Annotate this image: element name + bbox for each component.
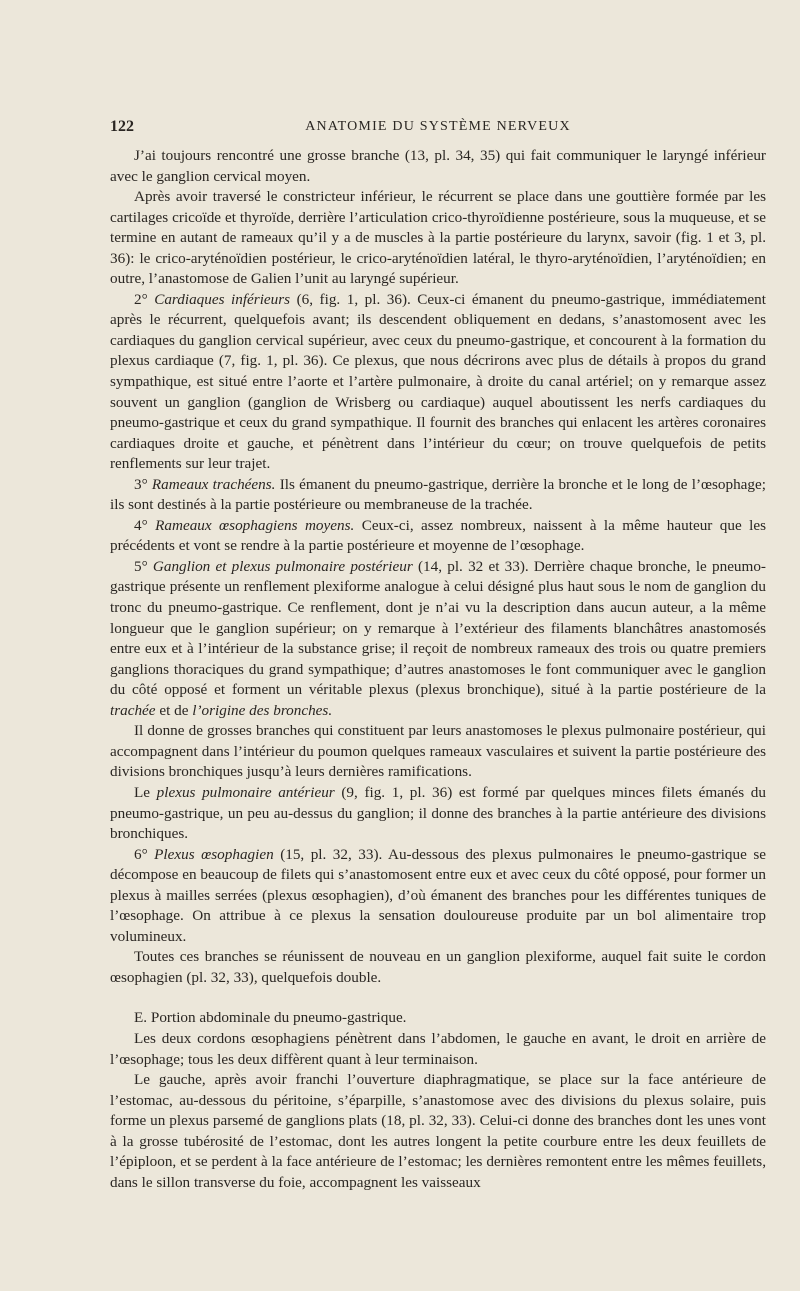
text-run: Ceux-ci, assez nombreux, naissent à la même hauteur que les précédents et vont se rendre à la partie postérieure et moyenne de l’œsophage. (110, 516, 767, 555)
text-run: Ils émanent du pneumo-gastrique, derrière la bronche et le long de l’œsophage; ils sont destinés à la partie postérieure ou membraneuse de la trachée. (110, 475, 766, 514)
text-run: (14, pl. 32 et 33). Derrière chaque bronche, le pneumo-gastrique présente un renflement plexiforme analogue à celui désigné plus haut sous le nom de ganglion du tronc du pneumo-gastrique. Ce renflement, dont je n’ai vu la description dans aucun auteur, a la même longueur que le ganglion supérieur; on y remarque à l’extérieur des filaments blanchâtres anastomosés entre eux et à l’intérieur de la substance grise; il reçoit de nombreux rameaux des trois ou quatre premiers ganglions thoraciques du grand sympathique; d’autres anastomoses le font communiquer avec le ganglion du côté opposé et forment un véritable plexus (plexus bronchique), situé à la partie postérieure de la (110, 557, 766, 699)
text-run: Il donne de grosses branches qui constituent par leurs anastomoses le plexus pulmonaire postérieur, qui accompagnent dans l’intérieur du poumon quelques rameaux vasculaires et suivent la partie postérieure des divisions bronchiques jusqu’à leurs dernières ramifications. (110, 722, 766, 781)
paragraph (110, 146, 766, 187)
text-run: E. Portion abdominale du pneumo-gastrique. (134, 1009, 407, 1027)
paragraph (110, 1070, 766, 1193)
text-run: Toutes ces branches se réunissent de nouveau en un ganglion plexiforme, auquel fait suite le cordon œsophagien (pl. 32, 33), quelquefois double. (110, 948, 766, 986)
body-text (110, 146, 766, 1193)
text-run: 6° (134, 845, 155, 863)
text-run: 5° (134, 557, 153, 575)
text-run: (9, fig. 1, pl. 36) est formé par quelques minces filets émanés du pneumo-gastrique, un peu au-dessus du ganglion; il donne des branches à la partie antérieure des divisions bronchiques. (110, 783, 766, 843)
text-run: Après avoir traversé le constricteur inférieur, le récurrent se place dans une gouttière formée par les cartilages cricoïde et thyroïde, derrière l’articulation crico-thyroïdienne postérieure, sous la muqueuse, et se termine en autant de rameaux qu’il y a de muscles à la partie postérieure du larynx, savoir (fig. 1 et 3, pl. 36): le crico-aryténoïdien postérieur, le crico-aryténoïdien latéral, le thyro-aryténoïdien, l’aryténoïdien; en outre, l’anastomose de Galien l’unit au laryngé supérieur. (110, 188, 766, 288)
paragraph (110, 947, 766, 988)
text-run: 3° (134, 475, 152, 493)
paragraph (110, 290, 766, 475)
paragraph (110, 845, 766, 948)
italic-text: trachée (110, 701, 156, 719)
text-run: (6, fig. 1, pl. 36). Ceux-ci émanent du pneumo-gastrique, immédiatement après le récurrent, quelquefois avant; ils descendent obliquement en dedans, s’anastomosent avec les cardiaques du ganglion cervical supérieur, avec ceux du pneumo-gastrique, et concourent à la formation du plexus cardiaque (7, fig. 1, pl. 36). Ce plexus, que nous décrirons avec plus de détails à propos du grand sympathique, est situé entre l’aorte et l’artère pulmonaire, à droite du canal artériel; on y remarque assez souvent un ganglion (ganglion de Wrisberg ou cardiaque) auquel aboutissent les nerfs cardiaques du pneumo-gastrique et ceux du grand sympathique. Il fournit des branches qui enlacent les artères coronaires cardiaques droite et gauche, et pénètrent dans l’intérieur du cœur; on trouve quelquefois de petits renflements sur leur trajet. (110, 290, 766, 473)
page-header (110, 118, 766, 140)
text-run: Les deux cordons œsophagiens pénètrent dans l’abdomen, le gauche en avant, le droit en arrière de l’œsophage; tous les deux diffèrent quant à leur terminaison. (110, 1029, 766, 1068)
paragraph (110, 721, 766, 783)
text-run: Le (134, 783, 157, 801)
paragraph (110, 187, 766, 290)
text-run: (15, pl. 32, 33). Au-dessous des plexus pulmonaires le pneumo-gastrique se décompose en beaucoup de filets qui s’anastomosent entre eux et avec ceux du côté opposé, pour former un plexus à mailles serrées (plexus œsophagien), d’où émanent des branches pour les différentes tuniques de l’œsophage. On attribue à ce plexus la sensation douloureuse produite par un bol alimentaire trop volumineux. (110, 845, 767, 945)
italic-text: Cardiaques inférieurs (154, 290, 291, 308)
page-number: 122 (110, 118, 134, 135)
paragraph (110, 475, 766, 516)
italic-text: Plexus œsophagien (154, 845, 274, 863)
italic-text: Ganglion et plexus pulmonaire postérieur (152, 557, 413, 575)
text-run: J’ai toujours rencontré une grosse branche (13, pl. 34, 35) qui fait communiquer le laryngé inférieur avec le ganglion cervical moyen. (110, 147, 766, 185)
paragraph (110, 557, 766, 721)
text-run: Le gauche, après avoir franchi l’ouverture diaphragmatique, se place sur la face antérieure de l’estomac, au-dessous du péritoine, s’éparpille, s’anastomose avec des divisions du plexus solaire, puis forme un plexus parsemé de ganglions plats (18, pl. 32, 33). Celui-ci donne des branches dont les unes vont à la grosse tubérosité de l’estomac, dont les autres longent la petite courbure entre les deux feuillets de l’épiploon, et se perdent à la face antérieure de l’estomac; les dernières remontent entre les mêmes feuillets, dans le sillon transverse du foie, accompagnent les vaisseaux (110, 1071, 766, 1191)
text-run: 2° (134, 290, 155, 308)
italic-text: l’origine des bronches. (192, 701, 333, 719)
paragraph (110, 1029, 766, 1070)
running-title: ANATOMIE DU SYSTÈME NERVEUX (305, 119, 571, 134)
text-run: 4° (134, 516, 156, 534)
paragraph (110, 516, 766, 557)
italic-text: plexus pulmonaire antérieur (156, 783, 335, 801)
text-run: et de (155, 701, 193, 719)
paragraph (110, 783, 766, 845)
italic-text: Rameaux trachéens. (151, 475, 276, 493)
paragraph (110, 1008, 766, 1029)
italic-text: Rameaux œsophagiens moyens. (155, 516, 355, 534)
